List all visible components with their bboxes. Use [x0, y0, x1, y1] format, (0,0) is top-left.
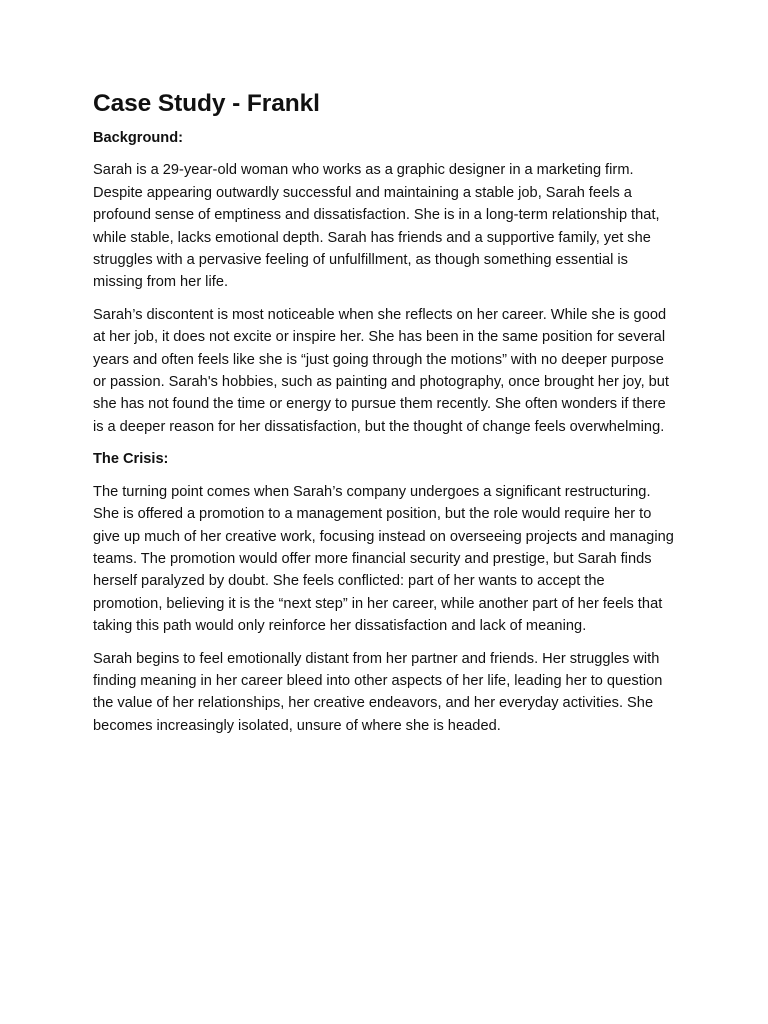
page-title: Case Study - Frankl	[93, 90, 320, 117]
paragraph: The turning point comes when Sarah’s company undergoes a significant restructuring. She is offered a promotion to a management position, but the role would require her to give up much of her creative work, focusing instead on overseeing projects and managing teams. The promotion would offer more financial security and prestige, but Sarah finds herself paralyzed by doubt. She feels conflicted: part of her wants to accept the promotion, believing it is the “next step” in her career, while another part of her feels that taking this path would only reinforce her dissatisfaction and lack of meaning.	[93, 483, 674, 635]
section-heading-background: Background:	[93, 130, 183, 146]
section-heading-crisis: The Crisis:	[93, 451, 169, 468]
section-background	[93, 127, 675, 438]
paragraph: Sarah is a 29-year-old woman who works as a graphic designer in a marketing firm. Despite appearing outwardly successful and maintaining a stable job, Sarah feels a profound sense of emptiness and dissatisfaction. She is in a long-term relationship that, while stable, lacks emotional depth. Sarah has friends and a supportive family, yet she struggles with a pervasive feeling of unfulfillment, as though something essential is missing from her life.	[93, 162, 660, 291]
paragraph: Sarah begins to feel emotionally distant from her partner and friends. Her struggles with finding meaning in her career bleed into other aspects of her life, leading her to question the value of her relationships, her creative endeavors, and her everyday activities. She becomes increasingly isolated, unsure of where she is headed.	[93, 650, 663, 734]
paragraph: Sarah’s discontent is most noticeable when she reflects on her career. While she is good at her job, it does not excite or inspire her. She has been in the same position for several years and often feels like she is “just going through the motions” with no deeper purpose or passion. Sarah's hobbies, such as painting and photography, once brought her joy, but she has not found the time or energy to pursue them recently. She often wonders if there is a deeper reason for her dissatisfaction, but the thought of change feels overwhelming.	[93, 306, 670, 435]
section-crisis	[93, 448, 675, 737]
document-page	[93, 88, 675, 747]
